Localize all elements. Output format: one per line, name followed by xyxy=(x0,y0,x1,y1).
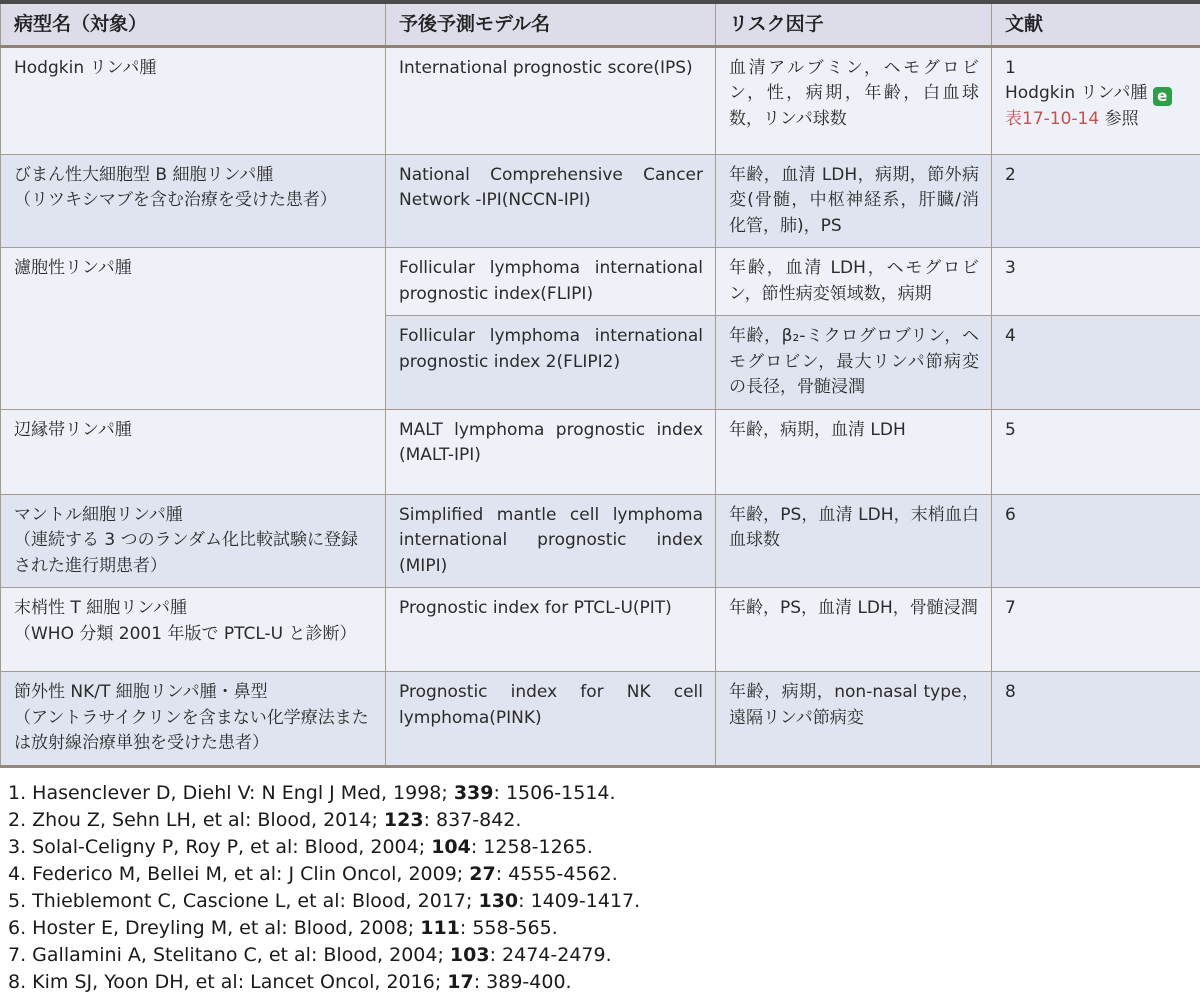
header-row xyxy=(1,2,1200,46)
model-name-cell: International prognostic score(IPS) xyxy=(386,46,716,154)
reference-number-cell xyxy=(992,46,1200,154)
reference-citation: 1. Hasenclever D, Diehl V: N Engl J Med, 1998; xyxy=(8,782,454,804)
reference-number: 6 xyxy=(1005,503,1188,529)
reference-citation: 5. Thieblemont C, Cascione L, et al: Blood, 2017; xyxy=(8,890,478,912)
reference-pages: : 1258-1265. xyxy=(471,836,593,858)
risk-factors-cell: 血清アルブミン，ヘモグロビン，性，病期，年齢，白血球数，リンパ球数 xyxy=(716,46,992,154)
reference-number: 3 xyxy=(1005,256,1188,282)
table-row xyxy=(1,46,1200,154)
reference-number-cell xyxy=(992,316,1200,410)
disease-name: 末梢性 T 細胞リンパ腫 xyxy=(14,598,187,618)
reference-pages: : 1409-1417. xyxy=(518,890,640,912)
disease-name: マントル細胞リンパ腫 xyxy=(14,505,183,525)
risk-factors-cell: 年齢，病期，血清 LDH xyxy=(716,409,992,494)
table-row xyxy=(1,154,1200,248)
reference-number-cell xyxy=(992,409,1200,494)
disease-cell xyxy=(1,672,386,767)
reference-number-cell xyxy=(992,248,1200,316)
reference-number: 7 xyxy=(1005,596,1188,622)
table-row xyxy=(1,248,1200,316)
cross-reference-prefix: Hodgkin リンパ腫 xyxy=(1005,83,1153,103)
disease-target-note: （アントラサイクリンを含まない化学療法または放射線治療単独を受けた患者） xyxy=(14,706,373,757)
reference-pages: : 389-400. xyxy=(474,971,572,993)
reference-item xyxy=(8,888,1200,915)
model-name-cell: MALT lymphoma prognostic index (MALT-IPI) xyxy=(386,409,716,494)
disease-name: びまん性大細胞型 B 細胞リンパ腫 xyxy=(14,165,273,185)
reference-item xyxy=(8,915,1200,942)
reference-volume: 27 xyxy=(469,863,495,885)
risk-factors-cell: 年齢，血清 LDH，病期，節外病変(骨髄，中枢神経系，肝臓/消化管，肺)，PS xyxy=(716,154,992,248)
reference-item xyxy=(8,861,1200,888)
reference-number-cell xyxy=(992,672,1200,767)
reference-number: 5 xyxy=(1005,418,1188,444)
model-name-cell: Prognostic index for PTCL-U(PIT) xyxy=(386,588,716,672)
reference-pages: : 558-565. xyxy=(460,917,558,939)
model-name-cell: Prognostic index for NK cell lymphoma(PINK) xyxy=(386,672,716,767)
reference-citation: 6. Hoster E, Dreyling M, et al: Blood, 2008; xyxy=(8,917,420,939)
reference-citation: 2. Zhou Z, Sehn LH, et al: Blood, 2014; xyxy=(8,809,384,831)
risk-factors-cell: 年齢，血清 LDH，ヘモグロビン，節性病変領域数，病期 xyxy=(716,248,992,316)
reference-pages: : 4555-4562. xyxy=(496,863,618,885)
disease-name: 濾胞性リンパ腫 xyxy=(14,258,132,278)
disease-cell xyxy=(1,588,386,672)
reference-number: 4 xyxy=(1005,324,1188,350)
reference-number-cell xyxy=(992,154,1200,248)
disease-name: 辺縁帯リンパ腫 xyxy=(14,420,132,440)
table-row xyxy=(1,494,1200,588)
reference-volume: 104 xyxy=(431,836,471,858)
reference-number: 2 xyxy=(1005,163,1188,189)
reference-volume: 103 xyxy=(450,944,490,966)
model-name-cell: National Comprehensive Cancer Network -IPI(NCCN-IPI) xyxy=(386,154,716,248)
cross-reference-note xyxy=(1005,81,1188,132)
model-name-cell: Follicular lymphoma international prognostic index(FLIPI) xyxy=(386,248,716,316)
disease-cell xyxy=(1,409,386,494)
reference-item xyxy=(8,780,1200,807)
model-name-cell: Follicular lymphoma international prognostic index 2(FLIPI2) xyxy=(386,316,716,410)
column-header-disease: 病型名（対象） xyxy=(1,2,386,46)
disease-target-note: （連続する 3 つのランダム化比較試験に登録された進行期患者） xyxy=(14,528,373,579)
reference-item xyxy=(8,834,1200,861)
e-book-icon: e xyxy=(1153,87,1172,106)
disease-cell xyxy=(1,154,386,248)
reference-pages: : 837-842. xyxy=(424,809,522,831)
model-name-cell: Simplified mantle cell lymphoma international prognostic index (MIPI) xyxy=(386,494,716,588)
reference-number-cell xyxy=(992,494,1200,588)
table-row xyxy=(1,672,1200,767)
column-header-model: 予後予測モデル名 xyxy=(386,2,716,46)
reference-item xyxy=(8,942,1200,969)
disease-target-note: （リツキシマブを含む治療を受けた患者） xyxy=(14,188,373,214)
reference-citation: 7. Gallamini A, Stelitano C, et al: Blood, 2004; xyxy=(8,944,450,966)
e-table-link[interactable]: 表17-10-14 xyxy=(1005,109,1099,129)
table-row xyxy=(1,588,1200,672)
reference-pages: : 2474-2479. xyxy=(490,944,612,966)
disease-name: 節外性 NK/T 細胞リンパ腫・鼻型 xyxy=(14,682,268,702)
reference-volume: 130 xyxy=(478,890,518,912)
reference-number: 8 xyxy=(1005,680,1188,706)
reference-citation: 8. Kim SJ, Yoon DH, et al: Lancet Oncol, 2016; xyxy=(8,971,447,993)
reference-volume: 123 xyxy=(384,809,424,831)
disease-target-note: （WHO 分類 2001 年版で PTCL-U と診断） xyxy=(14,622,373,648)
risk-factors-cell: 年齢，β₂-ミクログロブリン，ヘモグロビン，最大リンパ節病変の長径，骨髄浸潤 xyxy=(716,316,992,410)
reference-citation: 4. Federico M, Bellei M, et al: J Clin Oncol, 2009; xyxy=(8,863,469,885)
column-header-reference: 文献 xyxy=(992,2,1200,46)
reference-volume: 339 xyxy=(454,782,494,804)
risk-factors-cell: 年齢，PS，血清 LDH，末梢血白血球数 xyxy=(716,494,992,588)
reference-volume: 17 xyxy=(447,971,473,993)
disease-cell xyxy=(1,248,386,410)
disease-cell xyxy=(1,46,386,154)
reference-number-cell xyxy=(992,588,1200,672)
cross-reference-suffix: 参照 xyxy=(1099,109,1138,129)
reference-number: 1 xyxy=(1005,56,1188,82)
risk-factors-cell: 年齢，PS，血清 LDH，骨髄浸潤 xyxy=(716,588,992,672)
reference-citation: 3. Solal-Celigny P, Roy P, et al: Blood, 2004; xyxy=(8,836,431,858)
reference-item xyxy=(8,969,1200,996)
table-row xyxy=(1,409,1200,494)
risk-factors-cell: 年齢，病期，non-nasal type，遠隔リンパ節病変 xyxy=(716,672,992,767)
reference-item xyxy=(8,807,1200,834)
disease-name: Hodgkin リンパ腫 xyxy=(14,58,156,78)
reference-list xyxy=(8,780,1200,996)
column-header-risk-factors: リスク因子 xyxy=(716,2,992,46)
reference-volume: 111 xyxy=(420,917,460,939)
disease-cell xyxy=(1,494,386,588)
reference-pages: : 1506-1514. xyxy=(494,782,616,804)
